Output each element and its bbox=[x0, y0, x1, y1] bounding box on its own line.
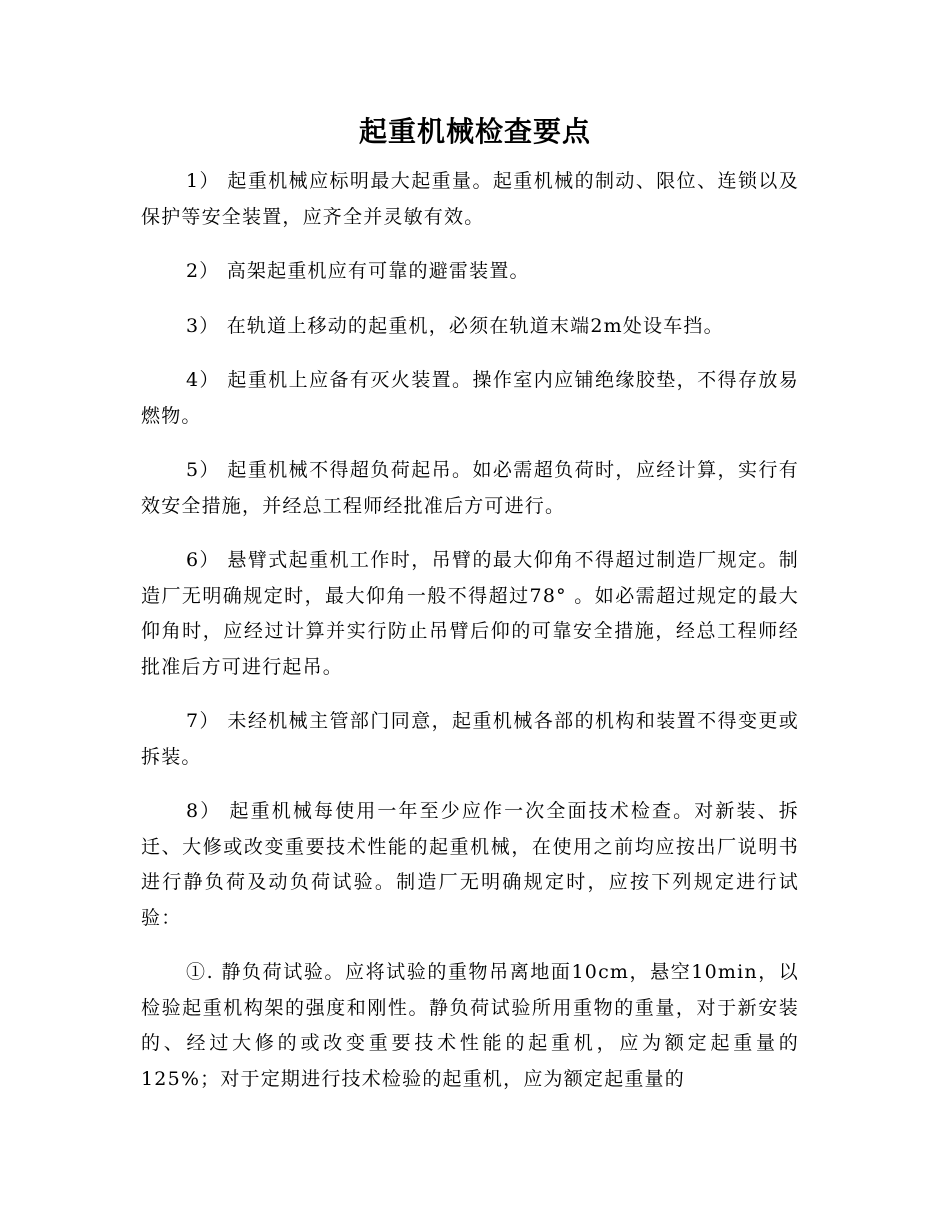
paragraph-6: 6） 悬臂式起重机工作时，吊臂的最大仰角不得超过制造厂规定。制造厂无明确规定时，最大仰角一般不得超过78° 。如必需超过规定的最大仰角时，应经过计算并实行防止吊臂后仰的可靠安全措施，经总工程师经批准后方可进行起吊。 bbox=[141, 549, 799, 678]
paragraph-2: 2） 高架起重机应有可靠的避雷装置。 bbox=[186, 260, 530, 282]
paragraph-7: 7） 未经机械主管部门同意，起重机械各部的机构和装置不得变更或拆装。 bbox=[141, 710, 799, 768]
paragraph-3: 3） 在轨道上移动的起重机，必须在轨道末端2m处设车挡。 bbox=[186, 314, 724, 337]
paragraph-8: 8） 起重机械每使用一年至少应作一次全面技术检查。对新装、拆迁、大修或改变重要技术性能的起重机械，在使用之前均应按出厂说明书进行静负荷及动负荷试验。制造厂无明确规定时，应按下列规定进行试验： bbox=[141, 800, 799, 929]
paragraph-5: 5） 起重机械不得超负荷起吊。如必需超负荷时，应经计算，实行有效安全措施，并经总工程师经批准后方可进行。 bbox=[141, 459, 799, 517]
paragraph-9: ①. 静负荷试验。应将试验的重物吊离地面10cm，悬空10min，以检验起重机构架的强度和刚性。静负荷试验所用重物的重量，对于新安装的、经过大修的或改变重要技术性能的起重机，应为额定起重量的125%；对于定期进行技术检验的起重机，应为额定起重量的 bbox=[141, 961, 799, 1090]
paragraph-4: 4） 起重机上应备有灭火装置。操作室内应铺绝缘胶垫，不得存放易燃物。 bbox=[141, 369, 799, 427]
document-body bbox=[141, 164, 799, 1116]
paragraph-1: 1） 起重机械应标明最大起重量。起重机械的制动、限位、连锁以及保护等安全装置，应齐全并灵敏有效。 bbox=[141, 170, 799, 228]
document-title: 起重机械检查要点 bbox=[358, 115, 591, 148]
